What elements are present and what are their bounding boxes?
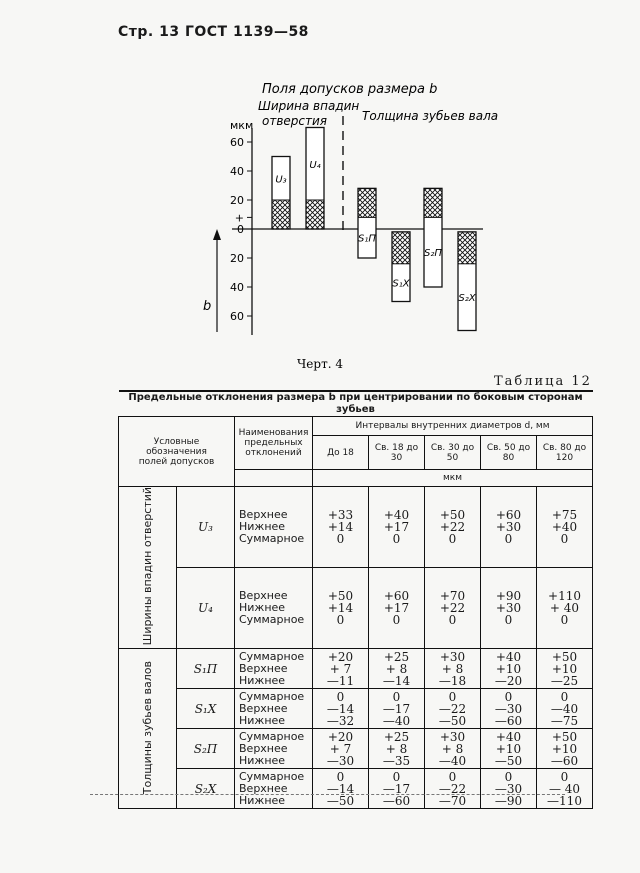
value-cell: + 8 — [385, 741, 408, 756]
value-cell: 0 — [560, 689, 569, 704]
value-column — [313, 689, 369, 729]
value-cell: + 7 — [329, 661, 352, 676]
value-cell: 0 — [448, 769, 457, 784]
value-column — [369, 729, 425, 769]
value-cell: 0 — [504, 689, 513, 704]
crosshatch-band — [358, 188, 376, 217]
value-cell: 0 — [392, 532, 401, 547]
b-label: b — [203, 299, 212, 314]
table-row — [119, 769, 593, 809]
tolerance-symbol: S₁X — [177, 689, 235, 729]
value-cell: 0 — [392, 769, 401, 784]
value-cell: 0 — [336, 769, 345, 784]
value-column — [425, 487, 481, 568]
value-column — [313, 568, 369, 649]
value-cell: +10 — [551, 661, 578, 676]
deviation-name: Верхнее — [239, 589, 288, 603]
deviation-name: Суммарное — [239, 769, 305, 783]
value-cell: 0 — [336, 689, 345, 704]
value-column — [537, 729, 593, 769]
value-cell: —22 — [438, 781, 467, 796]
value-cell: +10 — [551, 741, 578, 756]
y-tick-label: 20 — [230, 252, 244, 265]
value-cell: —14 — [326, 781, 355, 796]
deviation-name: Верхнее — [239, 701, 288, 715]
deviation-names — [235, 649, 313, 689]
deviation-names — [235, 769, 313, 809]
value-cell: —22 — [438, 701, 467, 716]
value-cell: +60 — [383, 589, 410, 604]
value-cell: —40 — [550, 701, 579, 716]
value-column — [313, 769, 369, 809]
value-column — [481, 769, 537, 809]
value-column — [425, 769, 481, 809]
deviation-name: Нижнее — [239, 753, 286, 767]
value-column — [313, 649, 369, 689]
table-title: Предельные отклонения размера b при центрировании по боковым сторонам зубьев — [119, 391, 593, 417]
value-column — [537, 769, 593, 809]
value-cell: —50 — [494, 753, 523, 768]
value-cell: —30 — [494, 781, 523, 796]
value-cell: 0 — [504, 769, 513, 784]
value-cell: 0 — [392, 613, 401, 628]
value-cell: + 40 — [549, 601, 580, 616]
zone-label: S₂П — [424, 248, 442, 260]
tolerance-diagram — [0, 0, 640, 400]
value-column — [425, 649, 481, 689]
table-row — [119, 487, 593, 568]
value-column — [481, 689, 537, 729]
tolerance-symbol: U₃ — [177, 487, 235, 568]
value-cell: +10 — [495, 741, 522, 756]
value-cell: 0 — [392, 689, 401, 704]
value-cell: —30 — [494, 701, 523, 716]
value-cell: +33 — [327, 508, 354, 523]
deviation-names — [235, 568, 313, 649]
y-tick-label: 60 — [230, 136, 244, 149]
value-cell: +14 — [327, 520, 354, 535]
value-cell: +50 — [327, 589, 354, 604]
value-cell: +40 — [383, 508, 410, 523]
zone-label: U₃ — [275, 174, 287, 186]
value-cell: 0 — [560, 532, 569, 547]
value-cell: +50 — [551, 649, 578, 664]
table-number: Таблица 12 — [494, 374, 592, 389]
value-cell: +30 — [495, 520, 522, 535]
value-cell: +40 — [551, 520, 578, 535]
value-cell: +30 — [439, 729, 466, 744]
value-cell: +14 — [327, 601, 354, 616]
value-cell: + 8 — [441, 741, 464, 756]
left-label-2: отверстия — [262, 114, 328, 128]
value-cell: +90 — [495, 589, 522, 604]
crosshatch-band — [458, 232, 476, 264]
zone-label: S₁X — [392, 278, 410, 290]
deviation-name: Верхнее — [239, 661, 288, 675]
table-row — [119, 729, 593, 769]
value-cell: +20 — [327, 649, 354, 664]
deviation-name: Верхнее — [239, 508, 288, 522]
value-cell: 0 — [448, 689, 457, 704]
deviation-names — [235, 689, 313, 729]
left-label-1: Ширина впадин — [258, 99, 360, 113]
value-cell: +70 — [439, 589, 466, 604]
value-cell: —60 — [382, 793, 411, 808]
deviation-name: Верхнее — [239, 781, 288, 795]
value-cell: +17 — [383, 520, 410, 535]
value-cell: +40 — [495, 729, 522, 744]
value-column — [537, 487, 593, 568]
value-cell: 0 — [560, 613, 569, 628]
value-cell: +17 — [383, 601, 410, 616]
value-column — [369, 487, 425, 568]
value-column — [481, 649, 537, 689]
value-cell: +75 — [551, 508, 578, 523]
value-cell: — 40 — [548, 781, 581, 796]
value-cell: + 8 — [385, 661, 408, 676]
value-cell: 0 — [336, 613, 345, 628]
value-column — [313, 487, 369, 568]
interval-header: Св. 50 до 80 — [481, 436, 537, 470]
value-column — [425, 689, 481, 729]
value-cell: +22 — [439, 520, 466, 535]
intervals-header: Интервалы внутренних диаметров d, мм — [313, 417, 593, 436]
crosshatch-band — [424, 188, 442, 217]
value-cell: +30 — [439, 649, 466, 664]
crosshatch-band — [306, 200, 324, 229]
deviation-name: Нижнее — [239, 713, 286, 727]
y-tick-label: + — [234, 211, 244, 225]
unit-cell: мкм — [313, 470, 593, 487]
interval-header: Св. 80 до 120 — [537, 436, 593, 470]
deviation-name: Суммарное — [239, 613, 305, 627]
value-cell: —25 — [550, 673, 579, 688]
unit-label: мкм — [230, 119, 254, 132]
value-column — [369, 769, 425, 809]
value-cell: —40 — [438, 753, 467, 768]
zone-label: S₁П — [358, 233, 376, 245]
value-cell: +30 — [495, 601, 522, 616]
value-cell: +10 — [495, 661, 522, 676]
table-row — [119, 649, 593, 689]
value-cell: —17 — [382, 781, 411, 796]
y-tick-label: 20 — [230, 194, 244, 207]
value-cell: +40 — [495, 649, 522, 664]
tolerance-table — [118, 390, 593, 809]
deviation-names — [235, 729, 313, 769]
value-column — [537, 649, 593, 689]
value-cell: 0 — [448, 532, 457, 547]
page-header: Стр. 13 ГОСТ 1139—58 — [118, 24, 309, 40]
value-column — [481, 487, 537, 568]
deviation-name: Суммарное — [239, 649, 305, 663]
tolerance-symbol: S₂X — [177, 769, 235, 809]
value-cell: —40 — [382, 713, 411, 728]
value-cell: —11 — [326, 673, 355, 688]
value-column — [369, 568, 425, 649]
value-cell: 0 — [448, 613, 457, 628]
y-tick-label: 0 — [237, 223, 244, 236]
deviation-name: Суммарное — [239, 689, 305, 703]
value-column — [369, 689, 425, 729]
value-cell: —70 — [438, 793, 467, 808]
value-cell: +60 — [495, 508, 522, 523]
col-symbols-header: Условные обозначения полей допусков — [119, 417, 235, 487]
deviation-names — [235, 487, 313, 568]
deviation-name: Нижнее — [239, 601, 286, 615]
value-cell: +50 — [551, 729, 578, 744]
tolerance-symbol: U₄ — [177, 568, 235, 649]
value-column — [481, 568, 537, 649]
value-cell: +110 — [548, 589, 581, 604]
figure-caption: Черт. 4 — [297, 357, 343, 371]
value-cell: + 8 — [441, 661, 464, 676]
deviation-name: Верхнее — [239, 741, 288, 755]
col-names-header: Наименования предельных отклонений — [235, 417, 313, 470]
interval-header: Св. 18 до 30 — [369, 436, 425, 470]
y-tick-label: 60 — [230, 310, 244, 323]
deviation-name: Суммарное — [239, 729, 305, 743]
value-column — [425, 568, 481, 649]
value-cell: —110 — [547, 793, 582, 808]
value-column — [369, 649, 425, 689]
value-cell: —60 — [550, 753, 579, 768]
value-cell: +50 — [439, 508, 466, 523]
value-column — [313, 729, 369, 769]
value-column — [481, 729, 537, 769]
value-column — [425, 729, 481, 769]
tolerance-symbol: S₁П — [177, 649, 235, 689]
zone-label: U₄ — [309, 159, 321, 171]
right-label: Толщина зубьев вала — [362, 109, 499, 123]
y-tick-label: 40 — [230, 165, 244, 178]
figure-title: Поля допусков размера b — [262, 82, 438, 97]
value-column — [537, 689, 593, 729]
interval-header: До 18 — [313, 436, 369, 470]
value-cell: —14 — [382, 673, 411, 688]
value-cell: —18 — [438, 673, 467, 688]
value-cell: +22 — [439, 601, 466, 616]
value-cell: —90 — [494, 793, 523, 808]
value-cell: —32 — [326, 713, 355, 728]
tolerance-symbol: S₂П — [177, 729, 235, 769]
value-cell: —20 — [494, 673, 523, 688]
value-cell: —50 — [326, 793, 355, 808]
interval-header: Св. 30 до 50 — [425, 436, 481, 470]
value-cell: 0 — [336, 532, 345, 547]
deviation-name: Нижнее — [239, 793, 286, 807]
value-cell: 0 — [560, 769, 569, 784]
b-arrow-head — [213, 229, 221, 240]
group-label: Ширины впадин отверстий — [140, 487, 154, 646]
group-label: Толщины зубьев валов — [140, 660, 154, 794]
value-cell: +20 — [327, 729, 354, 744]
value-column — [537, 568, 593, 649]
deviation-name: Суммарное — [239, 532, 305, 546]
value-cell: 0 — [504, 532, 513, 547]
deviation-name: Нижнее — [239, 673, 286, 687]
value-cell: —30 — [326, 753, 355, 768]
crosshatch-band — [392, 232, 410, 264]
value-cell: 0 — [504, 613, 513, 628]
value-cell: —35 — [382, 753, 411, 768]
zone-label: S₂X — [458, 293, 476, 305]
deviation-name: Нижнее — [239, 520, 286, 534]
value-cell: —50 — [438, 713, 467, 728]
table-row — [119, 689, 593, 729]
value-cell: —17 — [382, 701, 411, 716]
crosshatch-band — [272, 200, 290, 229]
value-cell: +25 — [383, 729, 410, 744]
value-cell: —75 — [550, 713, 579, 728]
value-cell: + 7 — [329, 741, 352, 756]
value-cell: —60 — [494, 713, 523, 728]
value-cell: +25 — [383, 649, 410, 664]
footer-rule — [90, 794, 565, 795]
value-cell: —14 — [326, 701, 355, 716]
y-tick-label: 40 — [230, 281, 244, 294]
table-row — [119, 568, 593, 649]
